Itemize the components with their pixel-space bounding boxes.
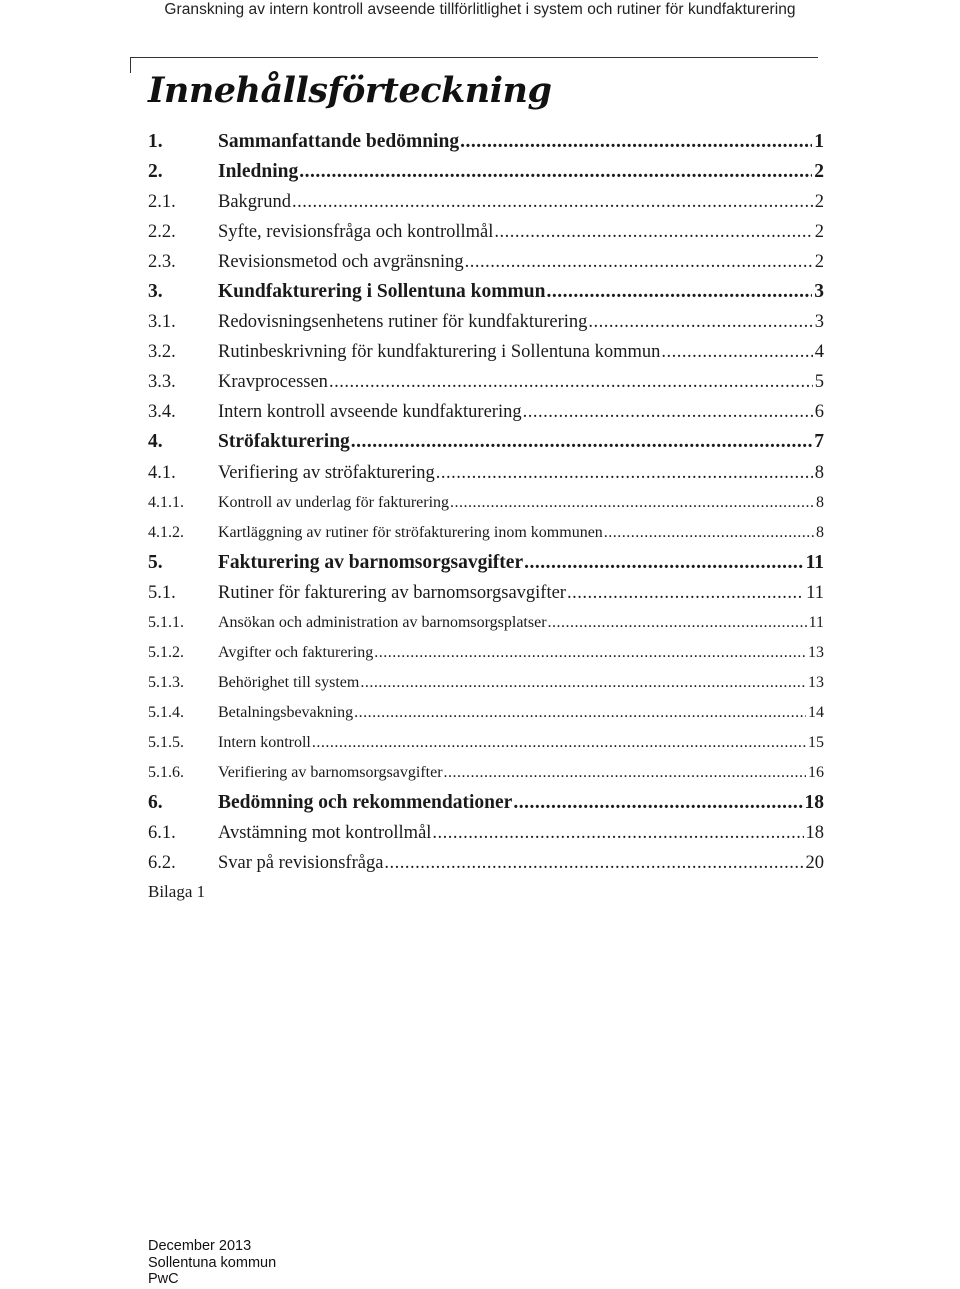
toc-entry-page: 2 <box>814 222 824 243</box>
toc-entry-page: 5 <box>814 372 824 393</box>
toc-entry-number: 2.3. <box>148 252 176 273</box>
toc-entry-title: Kundfakturering i Sollentuna kommun <box>218 281 546 303</box>
toc-entry-number: 5.1.6. <box>148 763 184 781</box>
toc-dot-leader <box>292 187 813 217</box>
toc-entry-number: 5.1.2. <box>148 643 184 661</box>
toc-dot-leader <box>567 578 804 608</box>
footer-organization: Sollentuna kommun <box>148 1254 277 1271</box>
toc-entry[interactable] <box>148 337 824 367</box>
toc-entry-number: 3.2. <box>148 342 176 363</box>
toc-entry[interactable] <box>148 217 824 247</box>
running-header: Granskning av intern kontroll avseende tillförlitlighet i system och rutiner för kundfakturering <box>164 1 796 18</box>
toc-dot-leader <box>351 427 812 457</box>
toc-entry-title: Kontroll av underlag för fakturering <box>218 493 450 511</box>
toc-entry-title: Verifiering av ströfakturering <box>218 462 435 483</box>
toc-entry-page: 11 <box>805 551 824 573</box>
toc-dot-leader <box>524 548 803 578</box>
toc-entry-title: Inledning <box>218 161 299 183</box>
toc-entry-title: Behörighet till system <box>218 673 360 691</box>
toc-entry-page: 8 <box>814 462 824 483</box>
toc-dot-leader <box>312 728 806 758</box>
toc-entry-number: 2. <box>148 161 163 183</box>
toc-entry-number: 4. <box>148 431 163 453</box>
toc-entry[interactable] <box>148 307 824 337</box>
toc-entry-title: Sammanfattande bedömning <box>218 131 460 152</box>
toc-entry[interactable] <box>148 608 824 638</box>
toc-dot-leader <box>450 488 814 518</box>
toc-entry-page: 18 <box>805 823 824 844</box>
toc-dot-leader <box>523 397 813 427</box>
toc-entry-title: Intern kontroll <box>218 733 311 751</box>
toc-entry-title: Bedömning och rekommendationer <box>218 792 513 814</box>
toc-entry[interactable] <box>148 518 824 548</box>
toc-entry[interactable] <box>148 397 824 427</box>
footer-firm: PwC <box>148 1271 179 1287</box>
toc-entry-number: 4.1.1. <box>148 493 184 511</box>
footer-date: December 2013 <box>148 1238 252 1254</box>
toc-entry-number: 3.4. <box>148 402 176 423</box>
toc-entry-title: Avgifter och fakturering <box>218 643 374 661</box>
toc-entry-page: 2 <box>814 192 824 213</box>
toc-dot-leader <box>360 668 806 698</box>
toc-dot-leader <box>513 788 802 818</box>
toc-dot-leader <box>548 608 807 638</box>
appendix-link[interactable]: Bilaga 1 <box>148 882 206 901</box>
toc-entry-title: Syfte, revisionsfråga och kontrollmål <box>218 222 494 243</box>
toc-entry-page: 4 <box>814 342 824 363</box>
toc-entry-page: 13 <box>808 673 824 691</box>
toc-entry[interactable] <box>148 668 824 698</box>
toc-entry[interactable] <box>148 848 824 878</box>
toc-entry[interactable] <box>148 367 824 397</box>
toc-entry[interactable] <box>148 277 824 307</box>
toc-entry-title: Intern kontroll avseende kundfakturering <box>218 402 522 423</box>
page-footer <box>148 1238 276 1288</box>
toc-entry-number: 5.1. <box>148 582 176 603</box>
toc-entry[interactable] <box>148 818 824 848</box>
toc-dot-leader <box>374 638 806 668</box>
toc-entry-page: 8 <box>816 523 824 541</box>
toc-dot-leader <box>329 367 813 397</box>
toc-dot-leader <box>661 337 812 367</box>
toc-entry[interactable] <box>148 758 824 788</box>
toc-entry-title: Redovisningsenhetens rutiner för kundfakturering <box>218 312 588 333</box>
toc-entry-page: 3 <box>814 312 824 333</box>
toc-entry-page: 16 <box>808 763 824 781</box>
toc-dot-leader <box>384 848 803 878</box>
toc-entry-number: 2.2. <box>148 222 176 243</box>
toc-entry-page: 18 <box>804 792 824 814</box>
toc-entry-number: 2.1. <box>148 192 176 213</box>
toc-entry-page: 8 <box>816 493 824 511</box>
toc-entry-number: 6.1. <box>148 823 176 844</box>
toc-entry-number: 5.1.5. <box>148 733 184 751</box>
toc-entry[interactable] <box>148 578 824 608</box>
toc-dot-leader <box>432 818 803 848</box>
toc-heading: Innehållsförteckning <box>148 70 552 111</box>
toc-entry-title: Kartläggning av rutiner för ströfakturering inom kommunen <box>218 523 603 541</box>
toc-entry-title: Revisionsmetod och avgränsning <box>218 252 464 273</box>
toc-entry[interactable] <box>148 548 824 578</box>
toc-entry-number: 3. <box>148 281 163 303</box>
toc-dot-leader <box>494 217 812 247</box>
table-of-contents <box>148 127 824 878</box>
toc-entry-page: 3 <box>814 281 824 303</box>
toc-entry-title: Verifiering av barnomsorgsavgifter <box>218 763 443 781</box>
toc-entry-title: Bakgrund <box>218 192 291 213</box>
toc-dot-leader <box>354 698 806 728</box>
toc-entry-page: 14 <box>808 703 824 721</box>
toc-dot-leader <box>588 307 812 337</box>
toc-entry-page: 11 <box>806 582 824 603</box>
toc-entry-page: 6 <box>814 402 824 423</box>
toc-entry-number: 3.1. <box>148 312 176 333</box>
toc-entry-page: 13 <box>808 643 824 661</box>
toc-entry-number: 6.2. <box>148 853 176 874</box>
header-rule <box>130 57 818 58</box>
toc-entry-number: 5.1.4. <box>148 703 184 721</box>
toc-entry-page: 1 <box>814 131 824 152</box>
toc-entry[interactable] <box>148 458 824 488</box>
toc-entry-number: 4.1. <box>148 462 176 483</box>
toc-dot-leader <box>460 127 812 157</box>
header-rule-corner <box>130 57 131 73</box>
toc-entry-page: 11 <box>808 613 824 631</box>
toc-entry-number: 5.1.3. <box>148 673 184 691</box>
toc-entry-title: Rutiner för fakturering av barnomsorgsavgifter <box>218 582 566 603</box>
toc-entry[interactable] <box>148 187 824 217</box>
toc-entry[interactable] <box>148 488 824 518</box>
toc-entry-number: 6. <box>148 792 163 814</box>
toc-entry-title: Ströfakturering <box>218 431 350 453</box>
toc-entry-title: Ansökan och administration av barnomsorgsplatser <box>218 613 547 631</box>
toc-entry[interactable] <box>148 247 824 277</box>
toc-entry-title: Rutinbeskrivning för kundfakturering i Sollentuna kommun <box>218 342 661 363</box>
toc-entry-number: 3.3. <box>148 372 176 393</box>
toc-entry-title: Avstämning mot kontrollmål <box>218 823 432 844</box>
toc-entry[interactable] <box>148 127 824 157</box>
toc-entry-title: Svar på revisionsfråga <box>218 853 384 874</box>
toc-entry[interactable] <box>148 788 824 818</box>
toc-entry-title: Kravprocessen <box>218 372 328 393</box>
toc-dot-leader <box>444 758 806 788</box>
toc-entry[interactable] <box>148 728 824 758</box>
toc-entry-page: 7 <box>814 431 824 453</box>
toc-dot-leader <box>604 518 814 548</box>
toc-entry[interactable] <box>148 698 824 728</box>
toc-entry-title: Fakturering av barnomsorgsavgifter <box>218 551 524 573</box>
toc-dot-leader <box>465 247 813 277</box>
toc-dot-leader <box>436 458 813 488</box>
toc-entry[interactable] <box>148 427 824 457</box>
toc-entry[interactable] <box>148 638 824 668</box>
toc-entry-number: 1. <box>148 131 163 152</box>
toc-entry-page: 20 <box>805 853 824 874</box>
toc-entry-page: 2 <box>814 252 824 273</box>
toc-entry-page: 2 <box>814 161 824 183</box>
toc-entry-page: 15 <box>808 733 824 751</box>
toc-dot-leader <box>546 277 812 307</box>
toc-dot-leader <box>299 157 812 187</box>
toc-entry-number: 4.1.2. <box>148 523 184 541</box>
toc-entry-title: Betalningsbevakning <box>218 703 354 721</box>
toc-entry-number: 5.1.1. <box>148 613 184 631</box>
toc-entry[interactable] <box>148 157 824 187</box>
toc-entry-number: 5. <box>148 551 163 573</box>
